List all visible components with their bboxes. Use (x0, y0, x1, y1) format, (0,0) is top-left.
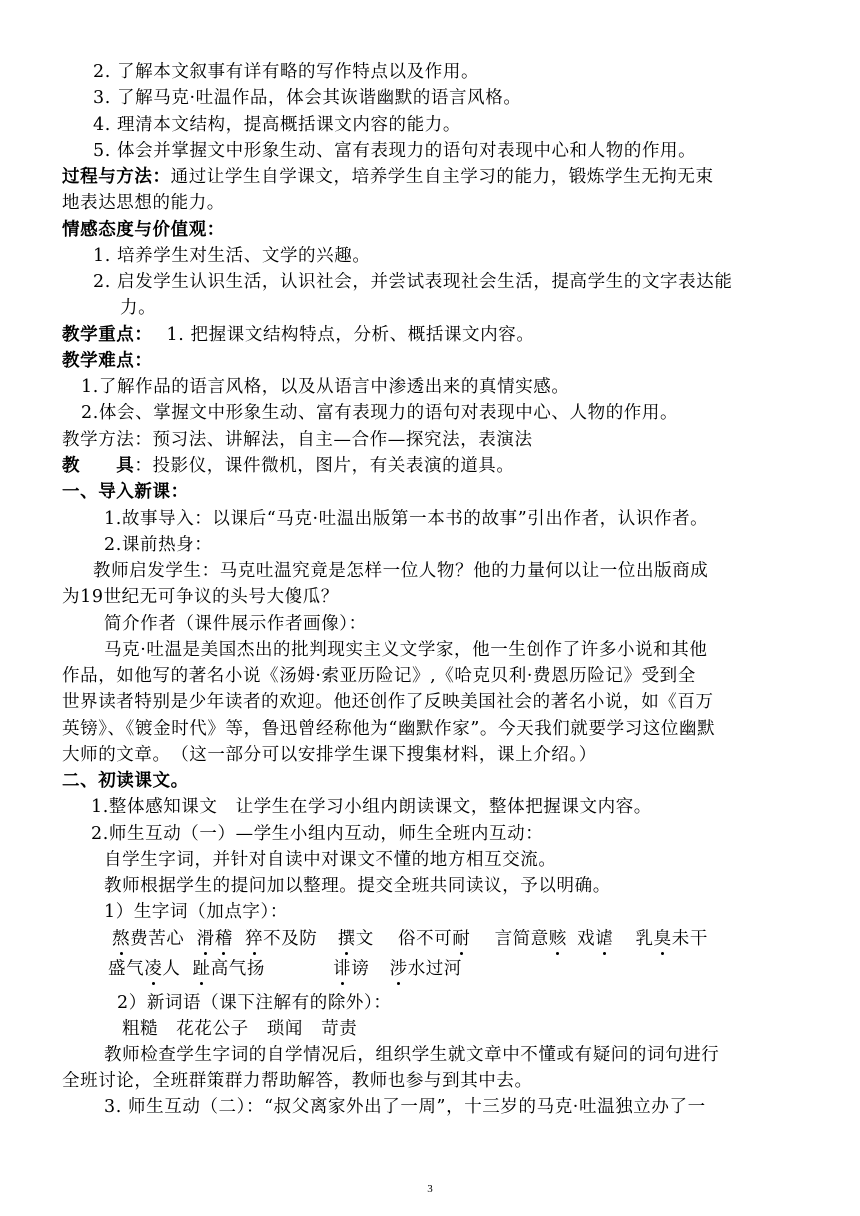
emotion-item-2: 2. 启发学生认识生活，认识社会，并尝试表现社会生活，提高学生的文字表达能 (93, 272, 733, 292)
section-2-line: 1.整体感知课文 让学生在学习小组内朗读课文，整体把握课文内容。 (91, 797, 652, 817)
section-2-heading: 二、初读课文。 (62, 771, 189, 791)
difficulty-item-2: 2.体会、掌握文中形象生动、富有表现力的语句对表现中心、人物的作用。 (81, 403, 679, 423)
section-1-line: 马克·吐温是美国杰出的批判现实主义文学家，他一生创作了许多小说和其他 (104, 640, 708, 660)
difficulty-item-1: 1.了解作品的语言风格，以及从语言中渗透出来的真情实感。 (81, 377, 570, 397)
section-1-line: 为19世纪无可争议的头号大傻瓜？ (62, 587, 339, 607)
section-2-line: 全班讨论，全班群策群力帮助解答，教师也参与到其中去。 (62, 1071, 533, 1091)
section-1-line: 英镑》、《镀金时代》等，鲁迅曾经称他为“幽默作家”。今天我们就要学习这位幽默 (62, 719, 716, 739)
section-1-heading: 一、导入新课： (62, 482, 189, 502)
section-1-line: 作品，如他写的著名小说《汤姆·索亚历险记》,《哈克贝利·费恩历险记》受到全 (62, 666, 696, 686)
section-2-line: 教师根据学生的提问加以整理。提交全班共同读议，予以明确。 (104, 876, 611, 896)
keypoint-line (62, 323, 534, 347)
page-number: 3 (427, 1183, 433, 1195)
emotion-item-2-cont: 力。 (120, 298, 157, 318)
vocab-new-words: 粗糙 花花公子 琐闻 苛责 (122, 1019, 358, 1039)
section-1-line: 世界读者特别是少年读者的欢迎。他还创作了反映美国社会的著名小说，如《百万 (62, 692, 714, 712)
vocab-word: 俗不可耐 (397, 929, 471, 949)
emotion-label: 情感态度与价值观： (62, 220, 225, 240)
keypoint-text: 1. 把握课文结构特点，分析、概括课文内容。 (166, 325, 535, 345)
vocab-word: 戏谑 (577, 929, 614, 949)
vocab-word: 言简意赅 (494, 929, 567, 949)
section-1-line: 简介作者（课件展示作者画像）： (104, 614, 367, 634)
section-2-line: 1）生字词（加点字）： (104, 902, 288, 922)
section-1-line: 教师启发学生：马克吐温究竟是怎样一位人物？他的力量何以让一位出版商成 (93, 561, 709, 581)
vocab-word: 盛气凌人 (108, 959, 181, 979)
section-2-line: 2）新词语（课下注解有的除外）： (117, 993, 392, 1013)
vocab-word: 猝不及防 (244, 929, 318, 949)
objective-2: 2. 了解本文叙事有详有略的写作特点以及作用。 (93, 62, 480, 82)
vocab-word: 撰文 (337, 929, 374, 949)
process-line-2: 地表达思想的能力。 (62, 193, 225, 213)
keypoint-label: 教学重点： (62, 325, 153, 345)
vocab-word: 乳臭未干 (635, 929, 708, 949)
section-2-line: 自学生字词，并针对自读中对课文不懂的地方相互交流。 (104, 850, 557, 870)
emotion-item-1: 1. 培养学生对生活、文学的兴趣。 (93, 246, 371, 266)
tools-text: ：投影仪，课件微机，图片，有关表演的道具。 (134, 456, 515, 476)
section-2-line: 教师检查学生字词的自学情况后，组织学生就文章中不懂或有疑问的词句进行 (104, 1045, 720, 1065)
section-1-line: 1.故事导入：以课后“马克·吐温出版第一本书的故事”引出作者，认识作者。 (104, 509, 709, 529)
section-2-line: 2.师生互动（一）—学生小组内互动，师生全班内互动： (91, 824, 544, 844)
objective-3: 3. 了解马克·吐温作品，体会其诙谐幽默的语言风格。 (93, 88, 522, 108)
objective-4: 4. 理清本文结构，提高概括课文内容的能力。 (93, 115, 461, 135)
section-2-line: 3. 师生互动（二）：“叔父离家外出了一周”，十三岁的马克·吐温独立办了一 (104, 1097, 706, 1117)
vocab-word: 滑稽 (196, 929, 233, 949)
objective-5: 5. 体会并掌握文中形象生动、富有表现力的语句对表现中心和人物的作用。 (93, 141, 697, 161)
vocab-word: 诽谤 (333, 959, 370, 979)
section-1-line: 大师的文章。 （这一部分可以安排学生课下搜集材料，课上介绍。） (62, 745, 597, 765)
process-text: 通过让学生自学课文，培养学生自主学习的能力，锻炼学生无拘无束 (170, 167, 714, 187)
vocab-word: 熬费苦心 (112, 929, 185, 949)
process-line-1 (62, 165, 714, 189)
section-1-line: 2.课前热身： (104, 535, 213, 555)
vocab-word: 涉水过河 (389, 959, 462, 979)
vocab-word: 趾高气扬 (192, 959, 266, 979)
vocab-row-1 (112, 927, 708, 951)
tools-label: 教 具 (62, 456, 135, 476)
vocab-row-2 (108, 957, 462, 981)
difficulty-label: 教学难点： (62, 351, 153, 371)
teaching-method: 教学方法：预习法、讲解法，自主—合作—探究法，表演法 (62, 430, 533, 450)
teaching-tools (62, 454, 515, 478)
process-label: 过程与方法： (62, 167, 171, 187)
